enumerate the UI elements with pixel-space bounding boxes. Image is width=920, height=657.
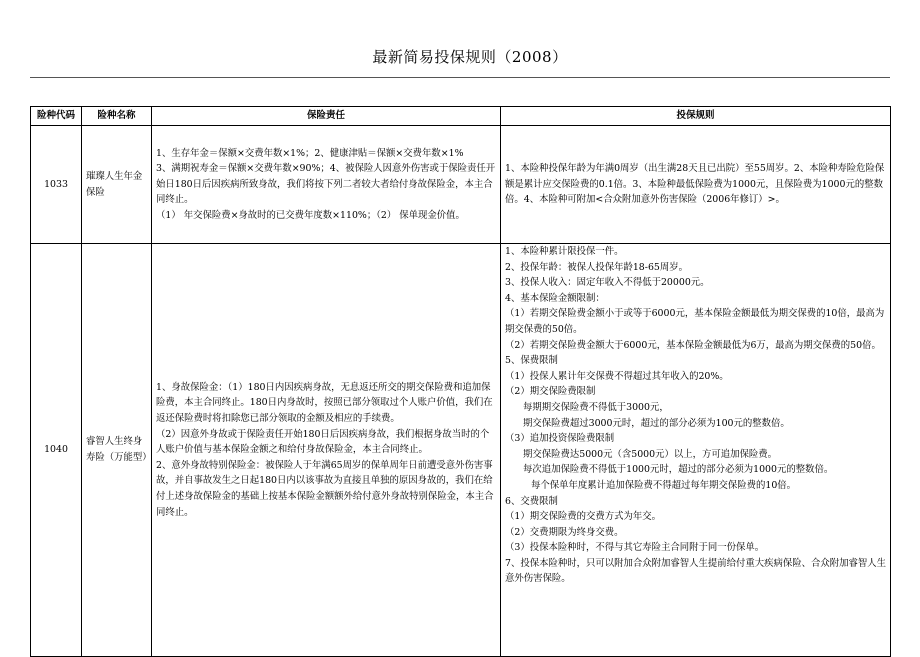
rule-line: 1、本险种累计限投保一件。 [505,246,624,257]
rule-line: 期交保险费超过3000元时，超过的部分必须为100元的整数倍。 [523,417,790,429]
header-rules: 投保规则 [501,107,891,126]
rule-line: （1）若期交保险费金额小于或等于6000元，基本保险金额最低为期交保费的10倍，最高为期交保费的50倍。 [505,308,885,335]
row-name: 睿智人生终身寿险（万能型） [82,244,152,657]
table-header-row [31,107,891,126]
table-row [31,126,891,244]
rule-line: 每期期交保险费不得低于3000元， [523,401,669,413]
rule-line: 6、交费限制 [505,495,558,507]
title-divider [30,77,890,78]
rule-line: （3）追加投资保险费限制 [505,433,615,445]
table-row [31,244,891,657]
header-name: 险种名称 [82,107,152,126]
row-liability [152,126,501,244]
rule-line: （1）期交保险费的交费方式为年交。 [505,511,661,523]
page-title: 最新简易投保规则（2008） [372,48,568,66]
header-liability: 保险责任 [152,107,501,126]
rule-line: （2）期交保险费限制 [505,386,596,398]
header-code: 险种代码 [31,107,82,126]
rules-text: 1、本险种投保年龄为年满0周岁（出生满28天且已出院）至55周岁。2、本险种寿险危险保额是累计应交保险费的0.1倍。3、本险种最低保险费为1000元，且保险费为1000元的整数倍。4、本险种可附加<合众附加意外伤害保险（2006年修订）>。 [505,163,885,206]
rule-line: （2）若期交保险费金额大于6000元，基本保险金额最低为6万，最高为期交保费的50倍。 [505,339,881,351]
policy-table [30,106,891,657]
row-name: 璀璨人生年金保险 [82,126,152,244]
row-rules [501,126,891,244]
rule-line: 期交保险费达5000元（含5000元）以上，方可追加保险费。 [523,448,777,460]
liability-line: 2、意外身故特别保险金：被保险人于年满65周岁的保单周年日前遭受意外伤害事故，并自事故发生之日起180日内以该事故为直接且单独的原因身故的，我们在给付上述身故保险金的基础上按基本保险金额额外给付意外身故特别保险金，本主合同终止。 [156,459,494,518]
rule-line: （2）交费期限为终身交费。 [505,526,624,538]
liability-line: （2）因意外身故或于保险责任开始180日后因疾病身故，我们根据身故当时的个人账户价值与基本保险金额之和给付身故保险金，本主合同终止。 [156,428,490,456]
rule-line: （1）投保人累计年交保费不得超过其年收入的20%。 [505,370,729,382]
rule-line: 5、保费限制 [505,355,558,367]
liability-line: （1） 年交保险费×身故时的已交费年度数×110%；（2） 保单现金价值。 [156,209,465,221]
rule-line: 7、投保本险种时，只可以附加合众附加睿智人生提前给付重大疾病保险、合众附加睿智人生意外伤害保险。 [505,557,886,585]
row-code: 1040 [31,244,82,657]
rule-line: 每个保单年度累计追加保险费不得超过每年期交保险费的10倍。 [531,479,797,491]
rule-line: （3）投保本险种时，不得与其它寿险主合同附于同一份保单。 [505,542,765,554]
liability-line: 1、生存年金＝保额×交费年数×1%；2、健康津贴＝保额×交费年数×1% [156,147,464,159]
liability-line: 1、身故保险金：（1）180日内因疾病身故，无息返还所交的期交保险费和追加保险费，本主合同终止。180日内身故时，按照已部分领取过个人账户价值，我们在返还保险费时将扣除您已部分领取的金额及相应的手续费。 [156,381,493,425]
liability-line: 3、满期祝寿金＝保额×交费年数×90%；4、被保险人因意外伤害或于保险责任开始日180日后因疾病所致身故，我们将按下列二者较大者给付身故保险金，本主合同终止。 [156,163,496,206]
row-code: 1033 [31,126,82,244]
row-rules [501,244,891,657]
row-liability [152,244,501,657]
rule-line: 每次追加保险费不得低于1000元时，超过的部分必须为1000元的整数倍。 [523,464,834,476]
rule-line: 3、投保人收入：固定年收入不得低于20000元。 [505,277,710,289]
rule-line: 2、投保年龄：被保人投保年龄18-65周岁。 [505,261,688,273]
rule-line: 4、基本保险金额限制： [505,292,605,304]
